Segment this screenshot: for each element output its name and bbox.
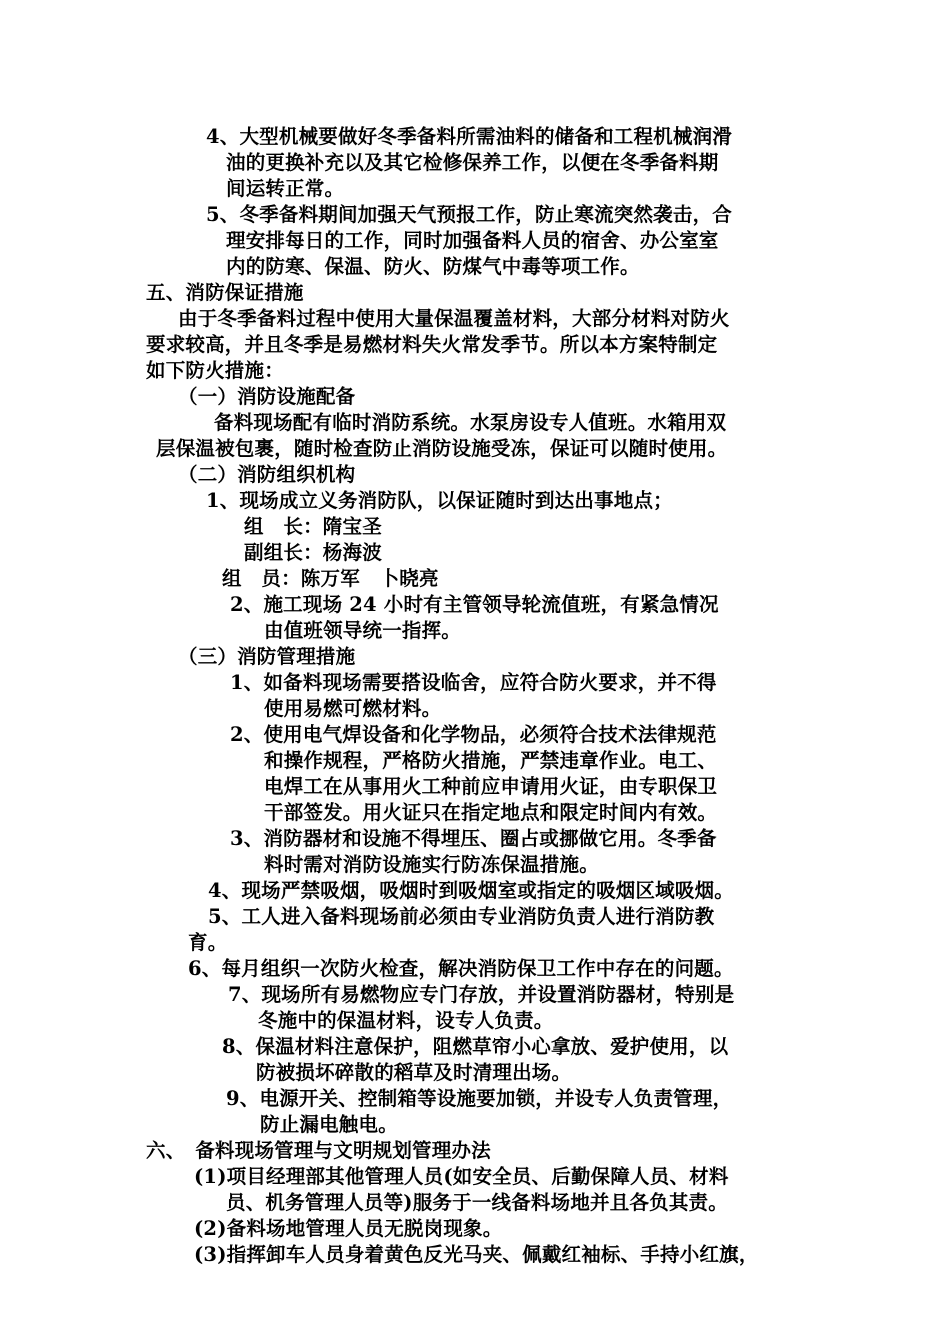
text-line: 间运转正常。 (226, 177, 345, 200)
subsection-heading: （二）消防组织机构 (178, 463, 356, 486)
text-line: 2、使用电气焊设备和化学物品，必须符合技术法律规范 (230, 723, 717, 746)
text-line: 要求较高，并且冬季是易燃材料失火常发季节。所以本方案特制定 (146, 333, 718, 356)
text-line: (2)备料场地管理人员无脱岗现象。 (194, 1217, 503, 1240)
text-line: 和操作规程，严格防火措施，严禁违章作业。电工、 (264, 749, 718, 772)
text-line: 8、保温材料注意保护，阻燃草帘小心拿放、爱护使用，以 (222, 1035, 729, 1058)
text-line: 6、每月组织一次防火检查，解决消防保卫工作中存在的问题。 (188, 957, 734, 980)
text-line: 电焊工在从事用火工种前应申请用火证，由专职保卫 (264, 775, 718, 798)
subsection-heading: （一）消防设施配备 (178, 385, 356, 408)
text-line: 9、电源开关、控制箱等设施要加锁，并设专人负责管理， (226, 1087, 733, 1110)
text-line: 防止漏电触电。 (260, 1113, 398, 1136)
text-line: 5、工人进入备料现场前必须由专业消防负责人进行消防教 (208, 905, 715, 928)
text-line: 备料现场配有临时消防系统。水泵房设专人值班。水箱用双 (214, 411, 727, 434)
text-line: 1、如备料现场需要搭设临舍，应符合防火要求，并不得 (230, 671, 717, 694)
text-line: 防被损坏碎散的稻草及时清理出场。 (256, 1061, 572, 1084)
subsection-heading: （三）消防管理措施 (178, 645, 356, 668)
text-line: 使用易燃可燃材料。 (264, 697, 442, 720)
text-line: 3、消防器材和设施不得埋压、圈占或挪做它用。冬季备 (230, 827, 717, 850)
text-line: 7、现场所有易燃物应专门存放，并设置消防器材，特别是 (228, 983, 735, 1006)
text-line: 员、机务管理人员等)服务于一线备料场地并且各负其责。 (226, 1191, 728, 1214)
text-line: 由于冬季备料过程中使用大量保温覆盖材料，大部分材料对防火 (178, 307, 730, 330)
text-line: 1、现场成立义务消防队，以保证随时到达出事地点； (206, 489, 673, 512)
text-line: 料时需对消防设施实行防冻保温措施。 (264, 853, 599, 876)
text-line: 组 员：陈万军 卜晓亮 (222, 567, 439, 590)
section-heading: 五、消防保证措施 (146, 281, 304, 304)
text-line: 5、冬季备料期间加强天气预报工作，防止寒流突然袭击，合 (206, 203, 732, 226)
text-line: 层保温被包裹，随时检查防止消防设施受冻，保证可以随时使用。 (156, 437, 728, 460)
text-line: 4、现场严禁吸烟，吸烟时到吸烟室或指定的吸烟区域吸烟。 (208, 879, 734, 902)
text-line: (3)指挥卸车人员身着黄色反光马夹、佩戴红袖标、手持小红旗， (194, 1243, 759, 1266)
text-line: (1)项目经理部其他管理人员(如安全员、后勤保障人员、材料 (194, 1165, 729, 1188)
text-line: 由值班领导统一指挥。 (264, 619, 462, 642)
text-line: 干部签发。用火证只在指定地点和限定时间内有效。 (264, 801, 718, 824)
text-line: 副组长：杨海波 (244, 541, 382, 564)
text-line: 油的更换补充以及其它检修保养工作，以便在冬季备料期 (226, 151, 719, 174)
text-line: 4、大型机械要做好冬季备料所需油料的储备和工程机械润滑 (206, 125, 732, 148)
text-line: 冬施中的保温材料，设专人负责。 (258, 1009, 554, 1032)
text-line: 内的防寒、保温、防火、防煤气中毒等项工作。 (226, 255, 640, 278)
text-line: 理安排每日的工作，同时加强备料人员的宿舍、办公室室 (226, 229, 719, 252)
section-heading: 六、 备料现场管理与文明规划管理办法 (146, 1139, 491, 1162)
text-line: 如下防火措施： (146, 359, 284, 382)
text-line: 育。 (188, 931, 228, 954)
text-line: 2、施工现场 24 小时有主管领导轮流值班，有紧急情况 (230, 593, 719, 616)
text-line: 组 长：隋宝圣 (244, 515, 382, 538)
